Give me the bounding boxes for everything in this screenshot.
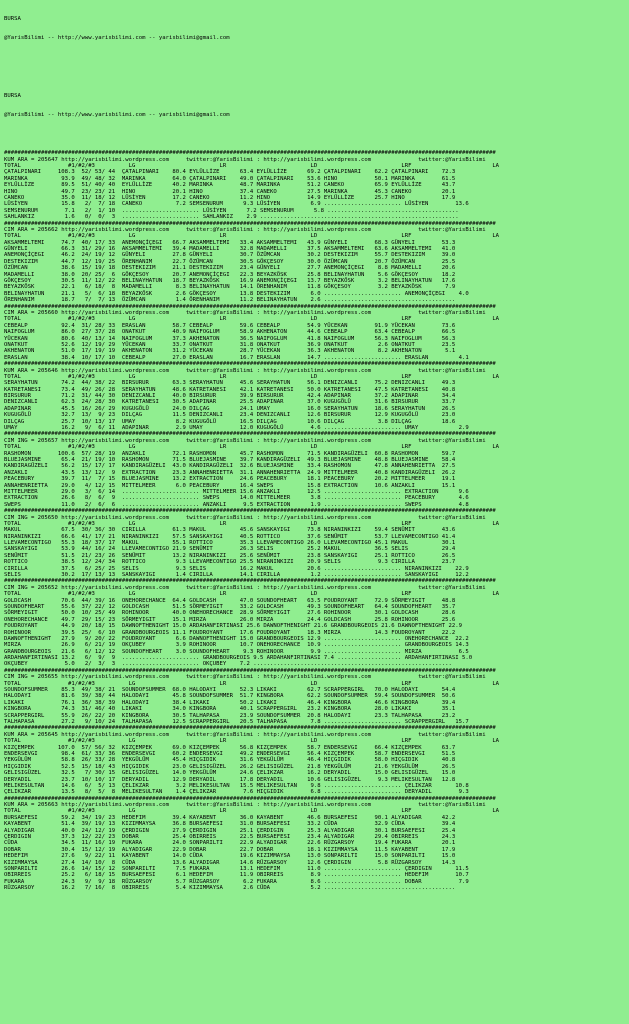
race-title: CIM ING = 205657 http://yarisbilimi.wordpress.com twitter:@YarisBilimi : http://yarisbilimi.wordpress.com twitter:@YarisBilimi xyxy=(4,437,486,444)
race-block xyxy=(4,578,625,667)
table-row: AKSAMMELTEMI 74.7 40/ 17/ 33 ANEMONÇİÇEGI 66.7 AKSAMMELTEMI 33.4 AKSAMMELTEMI 43.9 GÜNYELI 68.3 GÜNYELI 53.3 xyxy=(4,239,456,246)
table-row: ÖZÜMCAN 38.6 15/ 19/ 18 DESTEKIZIM 21.1 DESTEKIZIM 23.4 GÜNYELI 27.7 ANEMONÇİÇEGI 8.8 MADAMELLI 20.6 xyxy=(4,265,456,272)
table-row: SCRAPPERGIRL 55.9 26/ 22/ 20 KINGBORA 30.5 TALHAPASA 23.9 SOUNDOFSUMMER 20.8 HALODAYI 23.3 TALHAPASA 23.2 xyxy=(4,712,456,719)
separator-line: ################################################################################################################################################## xyxy=(4,150,496,157)
race-title: KUM ARA = 205645 http://yarisbilimi.wordpress.com twitter:@YarisBilimi : http://yarisbilimi.wordpress.com twitter:@YarisBilimi xyxy=(4,731,486,738)
table-row: LLEVAMECONTIGO 55.3 18/ 37/ 17 MAKUL 55.1 ROTTICO 35.3 LLEVAMECONTIGO 26.0 LLEVAMECONTIGO 45.1 MAKUL 30.1 xyxy=(4,540,456,547)
table-row: DESTEKIZIM 44.7 12/ 19/ 25 ÖRENHANIM 22.7 ÖZÜMCAN 30.5 GÖKÇESOY 30.0 ÖZÜMCAN 20.7 ÖZÜMCAN 25.5 xyxy=(4,258,456,265)
table-row: CANEKO 35.0 11/ 18/ 12 LÜSİYEN 17.2 CANEKO 11.2 HINO 14.9 EYLÜLLİZE 25.7 HINO 17.9 xyxy=(4,194,456,201)
table-row: KATRETANESI 73.4 49/ 26/ 28 SERAYHATUN 48.6 KATRETANESI 42.1 KATRETANESI 50.0 KATRETANESI 47.5 KATRETANESI 40.8 xyxy=(4,386,456,393)
table-row: BLUEJASMINE 65.4 21/ 19/ 10 RASHOMON 71.5 BLUEJASMINE 39.7 KANDIRAGÜZELI 49.3 BLUEJASMINE 48.8 BLUEJASMINE 58.4 xyxy=(4,456,456,463)
race-title: KUM ARA = 205646 http://yarisbilimi.wordpress.com twitter:@YarisBilimi : http://yarisbilimi.wordpress.com twitter:@YarisBilimi xyxy=(4,367,486,374)
table-row: ADAPINAR 45.5 16/ 26/ 29 KUGUGÖLÜ 24.0 DILÇAG 24.1 UMAY 16.0 SERAYHATUN 18.6 SERAYHATUN 26.5 xyxy=(4,405,456,412)
race-block xyxy=(4,796,625,892)
table-row: OBIRREIS 25.2 6/ 18/ 15 BURSAEFESI 6.1 HEDEFIM 11.9 OBIRREIS 8.9 ....................... HEDEFIM 10.7 xyxy=(4,872,469,879)
table-row: MIRZA 26.9 6/ 21/ 19 OKÇUBEY 3.9 ROHINOOR 10.7 ONEHORECHANCE 10.9 ....................... GRANDBOURGEOIS 14.3 xyxy=(4,642,469,649)
table-row: RASHOMON 100.6 57/ 28/ 19 ANZAKLI 72.1 RASHOMON 45.7 RASHOMON 71.5 KANDIRAGÜZELI 60.8 RASHOMON 59.7 xyxy=(4,450,456,457)
table-row: YÜCEKAN 80.6 40/ 13/ 14 NAIFOGLUM 37.3 AKHENATON 36.5 NAIFOGLUM 41.8 NAIFOGLUM 56.3 NAIFOGLUM 56.3 xyxy=(4,335,456,342)
page-title: BURSA xyxy=(4,15,21,22)
race-block xyxy=(4,361,625,431)
table-row: ÖRENHANIM 18.7 7/ 7/ 13 ÖZÜMCAN 1.4 ÖRENHANIM 11.2 BELINAYHATUN 2.6 ....................................... xyxy=(4,297,456,304)
table-row: SELIS 30.2 17/ 13/ 13 SANSKAYIGI 1.4 CIRILLA 14.1 CIRILLA 1.2 ....................... SANSKAYIGI 12.2 xyxy=(4,572,469,579)
separator-line: ################################################################################################################################################## xyxy=(4,667,496,674)
table-row: BELINAYHATUN 21.1 5/ 6/ 18 BEYAZKÖSK 2.6 GÖKÇESOY 13.8 DESTEKIZIM 6.0 ....................... ANEMONÇİÇEGI 4.0 xyxy=(4,290,469,297)
table-row: KINGBORA 74.3 31/ 46/ 40 LIKAKI 34.0 KINGBORA 40.1 SCRAPPERGIRL 23.2 KINGBORA 28.0 LIKAKI 35.1 xyxy=(4,706,456,713)
table-row: ÇERDIGIN 37.3 12/ 22/ 23 DOBAR 25.4 OBIRREIS 22.5 BURSAEFESI 23.4 ALYADIGAR 29.4 OBIRREIS 24.3 xyxy=(4,834,456,841)
race-title: CIM ING = 205652 http://yarisbilimi.wordpress.com twitter:@YarisBilimi : http://yarisbilimi.wordpress.com twitter:@YarisBilimi xyxy=(4,584,486,591)
column-headers: TOTAL #1/#2/#3 LG LR LD LRF LA xyxy=(4,373,500,380)
table-row: DOBAR 30.4 15/ 12/ 19 ALYADIGAR 22.9 DOBAR 22.7 DOBAR 18.1 KIZIMMAYSA 11.5 KAYABENT 17.9 xyxy=(4,846,456,853)
separator-line: ################################################################################################################################################## xyxy=(4,508,496,515)
race-title: CIM ING = 205655 http://yarisbilimi.wordpress.com twitter:@YarisBilimi : http://yarisbilimi.wordpress.com twitter:@YarisBilimi xyxy=(4,674,486,681)
table-row: SÖRMEYIGIT 50.0 10/ 25/ 49 ROHINOOR 40.0 ONEHORECHANCE 28.9 SÖRMEYIGIT 27.6 ROHINOOR 30.1 GOLDCASH 28.6 xyxy=(4,610,456,617)
table-row: BURSAEFESI 59.2 34/ 19/ 23 HEDEFIM 39.4 KAYABENT 36.0 KAYABENT 46.6 BURSAEFESI 90.1 ALYADIGAR 42.2 xyxy=(4,814,456,821)
column-headers: TOTAL #1/#2/#3 LG LR LD LRF LA xyxy=(4,163,500,170)
race-title: KUM ARA = 205663 http://yarisbilimi.wordpress.com twitter:@YarisBilimi : http://yarisbilimi.wordpress.com twitter:@YarisBilimi xyxy=(4,802,486,809)
column-headers: TOTAL #1/#2/#3 LG LR LD LRF LA xyxy=(4,738,500,745)
table-row: SENÜMIT 51.5 21/ 23/ 26 SENÜMIT 13.2 NIRANINKIZI 25.6 SENÜMIT 23.8 SANSKAYIGI 25.1 ROTTICO 26.5 xyxy=(4,552,456,559)
race-block xyxy=(4,304,625,362)
table-row: ÇATALPINARI 108.3 52/ 53/ 44 ÇATALPINARI 80.4 EYLÜLLİZE 63.4 EYLÜLLİZE 69.2 ÇATALPINARI 62.2 ÇATALPINARI 72.3 xyxy=(4,169,456,176)
table-row: SAHLANKIZ 1.6 0/ 0/ 3 ....................... SAHLANKIZ 2.9 ........................................................... xyxy=(4,214,459,221)
table-row: TALHAPASA 27.2 9/ 10/ 24 TALHAPASA 12.5 SCRAPPERGIRL 20.5 TALHAPASA 7.8 ....................... SCRAPPERGIRL 15.7 xyxy=(4,719,469,725)
table-row: UMAY 16.2 9/ 6/ 11 ADAPINAR 2.9 UMAY 12.0 KUGUGÖLÜ 4.6 ....................... UMAY 2.9 xyxy=(4,425,469,432)
table-row: GRANDBOURGEOIS 21.6 6/ 12/ 12 SOUNDOFHEART 3.0 SOUNDOFHEART 9.3 ROHINOOR 9.9 ....................... MIRZA 6.5 xyxy=(4,648,469,655)
column-headers: TOTAL #1/#2/#3 LG LR LD LRF LA xyxy=(4,444,500,451)
table-row: ANNAHENRIETTA 29.0 4/ 12/ 15 MITTELMEER 6.0 PEACEBURY 16.4 SWEPS 15.8 EXTRACTION 10.6 ANZAKLI 15.1 xyxy=(4,482,456,489)
credit-line: @YarisBilimi -- http://www.yarisbilimi.com -- yarisbilimi@gmail.com xyxy=(4,35,230,42)
race-block xyxy=(4,725,625,795)
table-row: GOLDCASH 70.6 44/ 39/ 16 ONEHORECHANCE 64.4 GOLDCASH 47.0 SOUNDOFHEART 63.5 FOUDROYANT 72.9 SÖRMEYIGIT 48.8 xyxy=(4,597,456,604)
table-row: CÜDA 34.5 11/ 16/ 19 FUKARA 24.0 SONPARILTI 22.9 ALYADIGAR 22.6 RÜZGARSOY 19.4 FUKARA 20.1 xyxy=(4,840,456,847)
race-title: CIM ING = 205650 http://yarisbilimi.wordpress.com twitter:@YarisBilimi : http://yarisbilimi.wordpress.com twitter:@YarisBilimi xyxy=(4,514,486,521)
table-row: FUKARA 24.3 9/ 9/ 18 RÜZGARSOY 5.7 RÜZGARSOY 6.2 FUKARA 8.6 ....................... DOBAR 7.9 xyxy=(4,878,469,885)
table-row: EXTRACTION 26.6 8/ 6/ 9 ....................... SWEPS 14.0 MITTELMEER 3.8 ....................... PEACEBURY 4.6 xyxy=(4,495,469,502)
table-row: PEACEBURY 39.7 11/ 7/ 15 BLUEJASMINE 13.2 EXTRACTION 24.6 PEACEBURY 18.1 PEACEBURY 20.2 MITTELMEER 19.1 xyxy=(4,476,456,483)
table-row: GÜNYELI 66.3 31/ 29/ 16 AKSAMMELTEMI 39.4 MADAMELLI 32.8 MADAMELLI 37.5 AKSAMMELTEMI 63.6 AKSAMMELTEMI 41.0 xyxy=(4,246,456,253)
table-row: GÖKÇESOY 30.5 11/ 12/ 22 BELINAYHATUN 18.7 BEYAZKÖSK 16.9 ANEMONÇİÇEGI 13.7 BEYAZKÖSK 3.2 BELINAYHATUN 17.6 xyxy=(4,278,456,285)
column-headers: TOTAL #1/#2/#3 LG LR LD LRF LA xyxy=(4,680,500,687)
table-row: BIRSURUR 71.2 31/ 44/ 30 DENIZCANLI 40.0 BIRSURUR 39.9 BIRSURUR 42.4 ADAPINAR 37.2 ADAPINAR 34.4 xyxy=(4,393,456,400)
table-row: DENIZCANLI 62.3 24/ 28/ 30 KATRETANESI 30.5 ADAPINAR 25.5 ADAPINAR 37.0 KUGUGÖLÜ 31.6 BIRSURUR 33.7 xyxy=(4,399,456,406)
separator-line: ################################################################################################################################################## xyxy=(4,578,496,585)
table-row: GELISIGÜZEL 32.5 7/ 30/ 15 GELISIGÜZEL 14.0 YEKGÜLÜM 24.6 ÇELIKZAR 16.2 DERYADIL 15.0 GELISIGÜZEL 15.0 xyxy=(4,770,456,777)
table-row: SANSKAYIGI 53.9 44/ 16/ 24 LLEVAMECONTIGO 21.9 SENÜMIT 26.3 SELIS 25.2 MAKUL 36.5 SELIS 29.4 xyxy=(4,546,456,553)
table-row: NAIFOGLUM 86.0 27/ 37/ 28 ONATKUT 40.9 NAIFOGLUM 58.9 AKHENATON 44.6 CEBEALP 63.4 CEBEALP 66.5 xyxy=(4,329,456,336)
table-row: OKÇUBEY 5.0 2/ 3/ 3 ....................... OKÇUBEY 7.2 ........................................................... xyxy=(4,661,452,668)
table-row: SOUNDOFHEART 55.6 37/ 22/ 12 GOLDCASH 51.5 SÖRMEYIGIT 33.2 GOLDCASH 49.3 SOUNDOFHEART 64.4 SOUNDOFHEART 35.7 xyxy=(4,603,456,610)
column-headers: TOTAL #1/#2/#3 LG LR LD LRF LA xyxy=(4,808,500,815)
table-row: KUGUGÖLÜ 32.7 13/ 9/ 23 DILÇAG 11.5 DENIZCANLI 23.4 DENIZCANLI 12.6 BIRSURUR 12.9 KUGUGÖLÜ 23.0 xyxy=(4,412,456,419)
column-headers: TOTAL #1/#2/#3 LG LR LD LRF LA xyxy=(4,316,500,323)
table-row: KANDIRAGÜZELI 56.2 15/ 17/ 17 KANDIRAGÜZELI 43.0 KANDIRAGÜZELI 32.6 BLUEJASMINE 33.4 RASHOMON 47.8 ANNAHENRIETTA 27.5 xyxy=(4,463,456,470)
table-row: MADAMELLI 38.0 20/ 25/ 6 GÖKÇESOY 20.7 ANEMONÇİÇEGI 22.3 BEYAZKÖSK 25.8 BELINAYHATUN 5.6 GÖKÇESOY 18.2 xyxy=(4,271,456,278)
page-title: BURSA xyxy=(4,92,21,99)
table-row: YEKGÜLÜM 58.8 26/ 33/ 28 YEKGÜLÜM 45.4 HIÇGIDIK 31.6 YEKGÜLÜM 46.4 HIÇGIDIK 58.0 HIÇGIDIK 40.8 xyxy=(4,757,456,764)
table-row: DAWNOFTHENIGHT 27.9 9/ 20/ 22 FOUDROYANT 6.6 DAWNOFTHENIGHT 15.0 GRANDBOURGEOIS 12.9 ....................... ONEHORECHANCE 22.2 xyxy=(4,635,469,642)
table-row: LÜSİYEN 15.8 2/ 7/ 18 CANEKO 7.2 SEMSENURUM 9.3 LÜSİYEN 6.9 ....................... LÜSİYEN 13.6 xyxy=(4,201,469,208)
column-headers: TOTAL #1/#2/#3 LG LR LD LRF LA xyxy=(4,520,500,527)
table-row: HEDEFIM 27.6 9/ 22/ 11 KAYABENT 14.0 CÜDA 19.6 KIZIMMAYSA 13.0 SONPARILTI 15.0 SONPARILTI 15.0 xyxy=(4,853,456,860)
table-row: NIRANINKIZI 66.6 41/ 17/ 21 NIRANINKIZI 57.5 SANSKAYIGI 40.5 ROTTICO 37.6 SENÜMIT 53.7 LLEVAMECONTIGO 41.4 xyxy=(4,533,456,540)
separator-line: ################################################################################################################################################## xyxy=(4,795,496,802)
table-row: ONATKUT 52.6 12/ 19/ 29 YÜCEKAN 33.7 ONATKUT 31.8 ONATKUT 36.9 ONATKUT 2.6 ONATKUT 23.5 xyxy=(4,341,456,348)
table-row: ROTTICO 38.5 12/ 24/ 34 ROTTICO 9.3 LLEVAMECONTIGO 25.5 NIRANINKIZI 20.9 SELIS 9.3 CIRILLA 23.7 xyxy=(4,559,456,566)
table-row: SOUNDOFSUMMER 85.3 49/ 38/ 21 SOUNDOFSUMMER 68.0 HALODAYI 52.3 LIKAKI 62.7 SCRAPPERGIRL 70.0 HALODAYI 54.4 xyxy=(4,687,456,694)
table-row: EYLÜLLİZE 89.5 51/ 40/ 40 EYLÜLLİZE 40.2 MARINKA 48.7 MARINKA 51.2 CANEKO 65.9 EYLÜLLİZE 43.7 xyxy=(4,182,456,189)
table-row: KIZIMMAYSA 27.4 14/ 10/ 8 CÜDA 13.6 ALYADIGAR 14.6 RÜZGARSOY 12.6 ÇERDIGIN 5.8 RÜZGARSOY 14.3 xyxy=(4,859,456,866)
separator-line: ################################################################################################################################################## xyxy=(4,220,496,227)
separator-line: ################################################################################################################################################## xyxy=(4,303,496,310)
column-headers: TOTAL #1/#2/#3 LG LR LD LRF LA xyxy=(4,233,500,240)
table-row: DERYADIL 23.7 10/ 10/ 17 DERYADIL 12.9 DERYADIL 17.8 DERYADIL 10.6 GELISIGÜZEL 9.3 MELIKESULTAN 12.8 xyxy=(4,776,456,783)
credit-line: @YarisBilimi -- http://www.yarisbilimi.com -- yarisbilimi@gmail.com xyxy=(4,111,230,118)
table-row: ANZAKLI 43.5 13/ 12/ 9 EXTRACTION 23.3 ANNAHENRIETTA 31.1 ANNAHENRIETTA 24.9 MITTELMEER 40.8 KANDIRAGÜZELI 26.2 xyxy=(4,469,456,476)
table-row: MARINKA 93.9 49/ 48/ 32 MARINKA 64.0 ÇATALPINARI 49.0 ÇATALPINARI 53.6 HINO 50.1 MARINKA 61.5 xyxy=(4,175,456,182)
table-row: RÜZGARSOY 16.2 7/ 16/ 8 OBIRREIS 5.4 KIZIMMAYSA 2.6 CÜDA 5.2 ....................................... xyxy=(4,885,456,892)
table-row: ENDERSEVGI 98.4 61/ 33/ 36 ENDERSEVGI 60.2 ENDERSEVGI 49.2 ENDERSEVGI 56.4 KIZÇEMPEK 58.7 ENDERSEVGI 51.5 xyxy=(4,750,456,757)
separator-line: ################################################################################################################################################## xyxy=(4,361,496,368)
table-row: MITTELMEER 29.0 3/ 6/ 14 ....................... MITTELMEER 15.6 ANZAKLI 12.5 ....................... EXTRACTION 9.6 xyxy=(4,488,469,495)
separator-line: ################################################################################################################################################## xyxy=(4,725,496,732)
table-row: ERASLAN 38.4 10/ 17/ 10 CEBEALP 27.0 ERASLAN 16.7 ERASLAN 14.7 ....................... ERASLAN 4.1 xyxy=(4,354,469,361)
table-row: HINO 49.7 23/ 23/ 21 HINO 20.1 HINO 37.4 CANEKO 27.5 MARINKA 45.3 CANEKO 20.1 xyxy=(4,188,456,195)
table-row: KAYABENT 51.4 39/ 19/ 13 KIZIMMAYSA 36.8 BURSAEFESI 31.0 BURSAEFESI 33.2 CÜDA 32.9 CÜDA 39.4 xyxy=(4,821,456,828)
table-row: CEBEALP 92.4 31/ 28/ 33 ERASLAN 58.7 CEBEALP 59.6 CEBEALP 54.9 YÜCEKAN 91.9 YÜCEKAN 73.6 xyxy=(4,322,456,329)
table-row: CIRILLA 37.5 6/ 25/ 25 SELIS 9.3 SELIS 16.2 MAKUL 20.6 ....................... NIRANINKIZI 22.9 xyxy=(4,565,469,572)
column-headers: TOTAL #1/#2/#3 LG LR LD LRF LA xyxy=(4,591,500,598)
table-row: SONPARILTI 26.6 14/ 15/ 12 SONPARILTI 7.5 FUKARA 13.1 HEDEFIM 11.0 ....................... ÇERDIGIN 11.5 xyxy=(4,865,469,872)
blank-line xyxy=(4,73,625,79)
table-row: LIKAKI 76.1 36/ 38/ 39 HALODAYI 38.4 LIKAKI 50.2 LIKAKI 46.4 KINGBORA 46.6 KINGBORA 39.4 xyxy=(4,699,456,706)
table-row: ROHINOOR 39.5 25/ 6/ 10 GRANDBOURGEOIS 11.1 FOUDROYANT 17.6 FOUDROYANT 18.3 MIRZA 14.3 FOUDROYANT 22.2 xyxy=(4,629,456,636)
table-row: ALYADIGAR 40.0 24/ 12/ 19 ÇERDIGIN 27.9 ÇERDIGIN 25.1 ÇERDIGIN 25.3 ALYADIGAR 30.1 BURSAEFESI 25.4 xyxy=(4,827,456,834)
table-row: ARDAHANFIRTINASI 13.2 6/ 9/ 9 ....................... GRANDBOURGEOIS 9.5 ARDAHANFIRTINASI 7.4 ................... ARDAHANFIRTINASI 5.0 xyxy=(4,655,473,662)
race-block xyxy=(4,150,625,220)
table-row: HIÇGIDIK 52.5 15/ 18/ 43 HIÇGIDIK 23.0 GELISIGÜZEL 26.2 GELISIGÜZEL 21.8 YEKGÜLÜM 21.6 YEKGÜLÜM 26.5 xyxy=(4,763,456,770)
race-block xyxy=(4,508,625,578)
blank-line xyxy=(4,54,625,60)
table-row: MAKUL 67.5 30/ 36/ 30 CIRILLA 61.3 MAKUL 45.6 SANSKAYIGI 73.8 NIRANINKIZI 59.4 SENÜMIT 43.6 xyxy=(4,527,456,534)
table-row: ONEHORECHANCE 49.7 29/ 15/ 23 SÖRMEYIGIT 15.1 MIRZA 26.0 MIRZA 24.4 GOLDCASH 25.8 ROHINOOR 25.6 xyxy=(4,616,456,623)
table-row: KIZÇEMPEK 107.0 57/ 56/ 32 KIZÇEMPEK 69.0 KIZÇEMPEK 56.8 KIZÇEMPEK 58.7 ENDERSEVGI 66.4 KIZÇEMPEK 63.7 xyxy=(4,744,456,751)
race-title: CIM ARA = 205662 http://yarisbilimi.wordpress.com twitter:@YarisBilimi : http://yarisbilimi.wordpress.com twitter:@YarisBilimi xyxy=(4,226,486,233)
race-list xyxy=(4,150,625,891)
race-title: CIM ARA = 205660 http://yarisbilimi.wordpress.com twitter:@YarisBilimi : http://yarisbilimi.wordpress.com twitter:@YarisBilimi xyxy=(4,310,486,316)
table-row: FOUDROYANT 44.9 20/ 18/ 15 DAWNOFTHENIGHT 15.0 ARDAHANFIRTINASI 25.6 DAWNOFTHENIGHT 21.6 GRANDBOURGEOIS 21.6 DAWNOFTHENIGHT 22.9 xyxy=(4,623,463,630)
table-row: ÇELIKZAR 13.5 8/ 5/ 8 MELIKESULTAN 1.4 ÇELIKZAR 7.6 HIÇGIDIK 6.8 ....................... DERYADIL 9.3 xyxy=(4,789,469,796)
table-row: SERAYHATUN 74.2 44/ 38/ 22 BIRSURUR 63.3 SERAYHATUN 45.6 SERAYHATUN 56.1 DENIZCANLI 75.2 DENIZCANLI 49.3 xyxy=(4,380,456,387)
race-block xyxy=(4,668,625,726)
table-row: DILÇAG 25.7 10/ 13/ 17 UMAY 8.2 KUGUGÖLÜ 16.5 DILÇAG 10.6 DILÇAG 3.8 DILÇAG 18.6 xyxy=(4,418,456,425)
race-block xyxy=(4,431,625,508)
blank-line xyxy=(4,131,625,137)
table-row: ANEMONÇİÇEGI 46.2 24/ 19/ 12 GÜNYELI 27.8 GÜNYELI 30.7 ÖZÜMCAN 30.2 DESTEKIZIM 55.7 DESTEKIZIM 39.0 xyxy=(4,252,456,259)
table-row: HALODAYI 81.6 39/ 38/ 44 HALODAYI 45.8 SOUNDOFSUMMER 51.7 KINGBORA 62.2 SOUNDOFSUMMER 59.4 SOUNDOFSUMMER 50.6 xyxy=(4,693,456,700)
table-row: AKHENATON 51.0 17/ 19/ 19 AKHENATON 31.2 YÜCEKAN 28.7 YÜCEKAN 36.3 AKHENATON 8.2 AKHENATON 5.1 xyxy=(4,348,456,355)
race-title: KUM ARA = 205647 http://yarisbilimi.wordpress.com twitter:@YarisBilimi : http://yarisbilimi.wordpress.com twitter:@YarisBilimi xyxy=(4,156,486,163)
table-row: SEMSENURUM 7.1 2/ 1/ 10 ....................... LÜSİYEN 7.2 SEMSENURUM 5.8 ....................................... xyxy=(4,207,459,214)
separator-line: ################################################################################################################################################## xyxy=(4,431,496,438)
table-row: BEYAZKÖSK 22.1 6/ 18/ 8 MADAMELLI 8.3 BELINAYHATUN 14.1 ÖRENHANIM 11.8 GÖKÇESOY 3.2 BEYAZKÖSK 7.9 xyxy=(4,284,456,291)
table-row: SWEPS 11.0 2/ 6/ 6 ....................... ANZAKLI 9.5 EXTRACTION 1.9 ....................... SWEPS 4.8 xyxy=(4,501,469,508)
table-row: MELIKESULTAN 14.6 6/ 5/ 13 ÇELIKZAR 3.2 MELIKESULTAN 15.5 MELIKESULTAN 9.8 ....................... ÇELIKZAR 10.8 xyxy=(4,782,469,789)
race-block xyxy=(4,221,625,304)
